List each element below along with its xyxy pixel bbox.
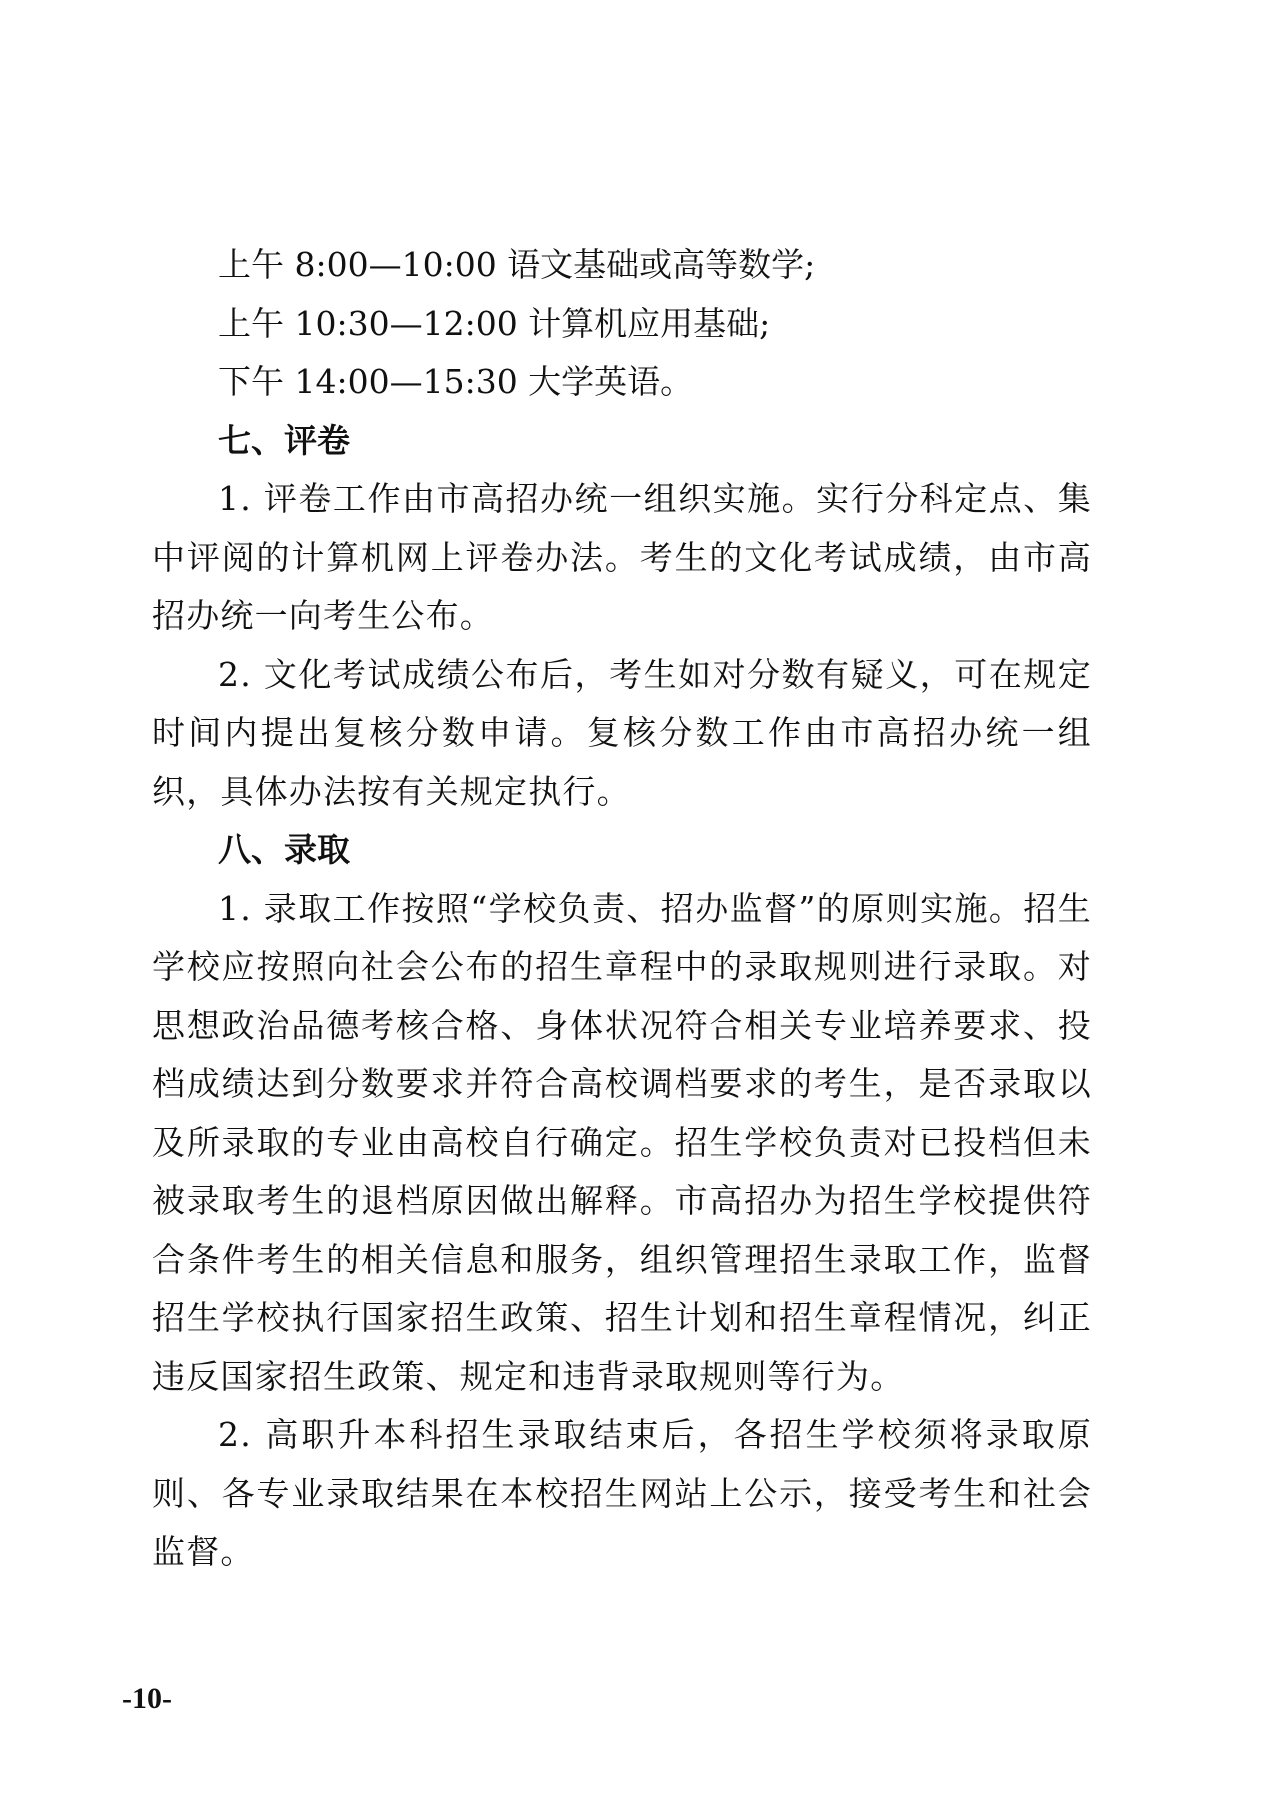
section-heading-admission: 八、录取 <box>218 830 350 869</box>
admission-paragraph-2: 2. 高职升本科招生录取结束后，各招生学校须将录取原则、各专业录取结果在本校招生网站上公示，接受考生和社会监督。 <box>152 1415 1092 1571</box>
schedule-line-2: 上午 10:30—12:00 计算机应用基础; <box>218 303 771 343</box>
section-heading-grading: 七、评卷 <box>218 420 350 460</box>
grading-paragraph-2: 2. 文化考试成绩公布后，考生如对分数有疑义，可在规定时间内提出复核分数申请。复核分数工作由市高招办统一组织，具体办法按有关规定执行。 <box>152 654 1092 811</box>
schedule-line-3: 下午 14:00—15:30 大学英语。 <box>218 362 694 401</box>
page-number: -10- <box>122 1682 172 1715</box>
admission-paragraph-1: 1. 录取工作按照“学校负责、招办监督”的原则实施。招生学校应按照向社会公布的招生章程中的录取规则进行录取。对思想政治品德考核合格、身体状况符合相关专业培养要求、投档成绩达到分数要求并符合高校调档要求的考生，是否录取以及所录取的专业由高校自行确定。招生学校负责对已投档但未被录取考生的退档原因做出解释。市高招办为招生学校提供符合条件考生的相关信息和服务，组织管理招生录取工作，监督招生学校执行国家招生政策、招生计划和招生章程情况，纠正违反国家招生政策、规定和违背录取规则等行为。 <box>152 888 1092 1396</box>
document-body <box>152 236 1092 1582</box>
grading-paragraph-1: 1. 评卷工作由市高招办统一组织实施。实行分科定点、集中评阅的计算机网上评卷办法。考生的文化考试成绩，由市高招办统一向考生公布。 <box>152 479 1092 635</box>
schedule-line-1: 上午 8:00—10:00 语文基础或高等数学; <box>218 245 816 284</box>
